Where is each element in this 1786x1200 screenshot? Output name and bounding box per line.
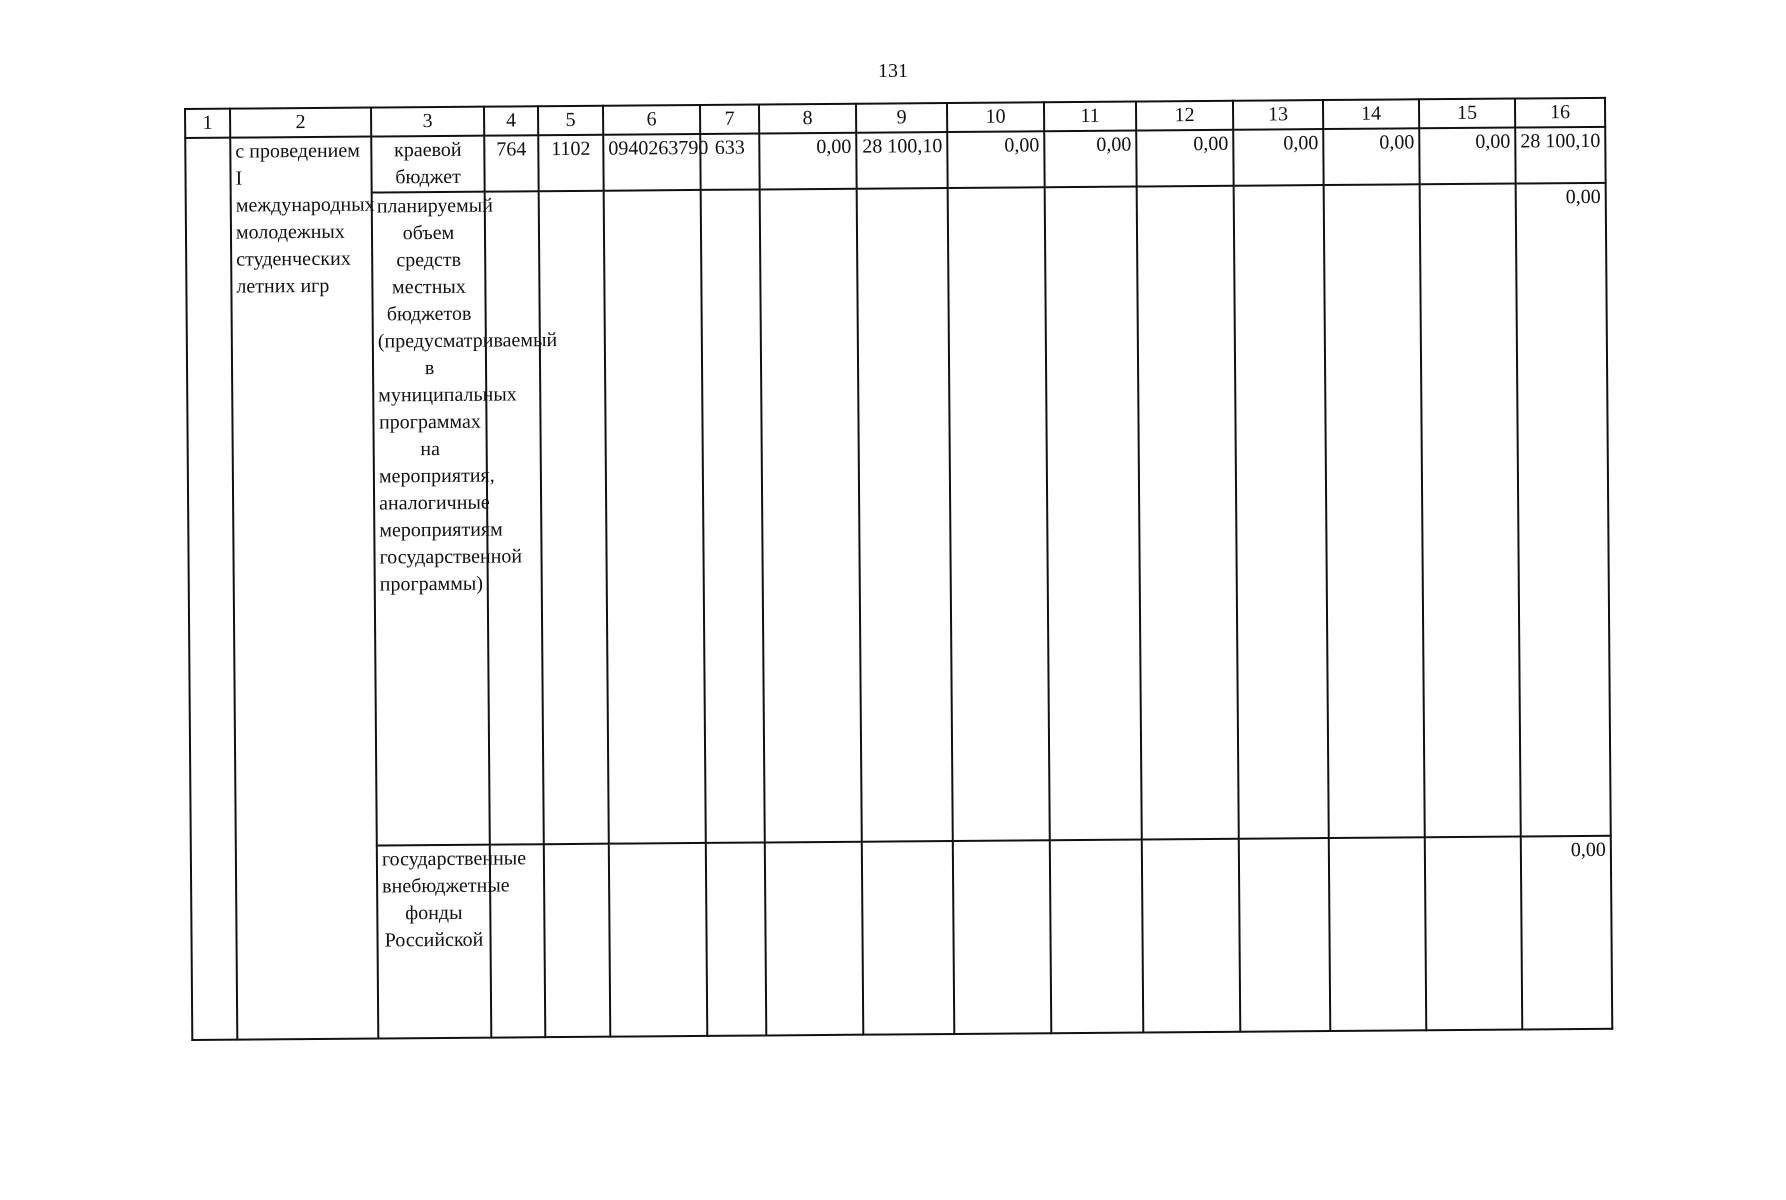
cell-col-7: 633 <box>700 133 759 189</box>
cell-col-6 <box>604 190 706 844</box>
cell-col-8 <box>765 842 864 1036</box>
column-header: 2 <box>230 108 371 138</box>
column-header: 9 <box>856 103 947 133</box>
event-description: с проведением I международных молодежных студенческих летних игр <box>230 137 378 1040</box>
cell-col-15 <box>1425 837 1523 1031</box>
table-row <box>191 836 1612 1040</box>
cell-col-13 <box>1239 838 1331 1032</box>
cell-col-9: 28 100,10 <box>856 132 947 189</box>
table-row <box>186 183 1611 847</box>
cell-col-10: 0,00 <box>947 131 1044 188</box>
cell-col-9 <box>862 841 955 1035</box>
cell-col-6 <box>609 843 708 1037</box>
column-header: 6 <box>603 105 700 135</box>
budget-table <box>184 97 1613 1041</box>
cell-col-12 <box>1142 839 1241 1033</box>
cell-col-4 <box>490 844 546 1037</box>
page-number: 131 <box>878 60 908 82</box>
column-header: 5 <box>538 106 603 136</box>
column-header: 14 <box>1323 99 1419 129</box>
cell-col-8 <box>760 189 862 843</box>
cell-col-5: 1102 <box>538 135 603 192</box>
column-header: 7 <box>700 104 759 133</box>
cell-col-15: 0,00 <box>1419 128 1515 185</box>
cell-col-6: 0940263790 <box>603 134 700 191</box>
cell-col-13 <box>1234 185 1329 839</box>
column-header: 8 <box>759 104 856 134</box>
column-header: 10 <box>947 102 1044 132</box>
cell-col-13: 0,00 <box>1233 129 1323 186</box>
cell-col-5 <box>539 191 609 844</box>
cell-col-14 <box>1329 837 1427 1031</box>
cell-col-11 <box>1050 840 1144 1034</box>
cell-col-11 <box>1045 187 1142 841</box>
cell-col-16: 0,00 <box>1521 836 1613 1030</box>
cell-col-11: 0,00 <box>1044 131 1136 188</box>
column-header: 1 <box>185 109 230 138</box>
column-header: 3 <box>371 107 484 137</box>
cell-col-8: 0,00 <box>759 133 856 190</box>
column-header: 15 <box>1419 99 1515 129</box>
cell-col-16: 28 100,10 <box>1515 127 1605 184</box>
cell-col-10 <box>948 187 1050 841</box>
column-header: 11 <box>1044 102 1136 132</box>
cell-col-10 <box>953 840 1052 1034</box>
cell-col-12 <box>1137 186 1239 840</box>
row-number-cell <box>185 138 237 1040</box>
column-header: 16 <box>1515 98 1605 128</box>
funding-source: государственные внебюджетные фонды Российской <box>377 845 492 1039</box>
cell-col-16: 0,00 <box>1516 183 1611 837</box>
cell-col-7 <box>706 842 767 1035</box>
cell-col-12: 0,00 <box>1136 130 1233 187</box>
column-header: 4 <box>484 106 538 135</box>
cell-col-9 <box>857 188 953 842</box>
funding-source: планируемый объем средств местных бюджетов (предусматриваемый в муниципальных программах на мероприятия, аналогичные мероприятиям государственной программы) <box>372 192 490 846</box>
column-header: 13 <box>1233 100 1323 130</box>
cell-col-4: 764 <box>484 135 538 191</box>
cell-col-14 <box>1324 184 1425 838</box>
cell-col-14: 0,00 <box>1323 128 1419 185</box>
cell-col-7 <box>701 189 765 842</box>
scan-area <box>184 97 1611 1041</box>
cell-col-15 <box>1420 184 1521 838</box>
cell-col-5 <box>544 844 611 1038</box>
funding-source: краевой бюджет <box>371 136 484 193</box>
column-header: 12 <box>1136 101 1233 131</box>
